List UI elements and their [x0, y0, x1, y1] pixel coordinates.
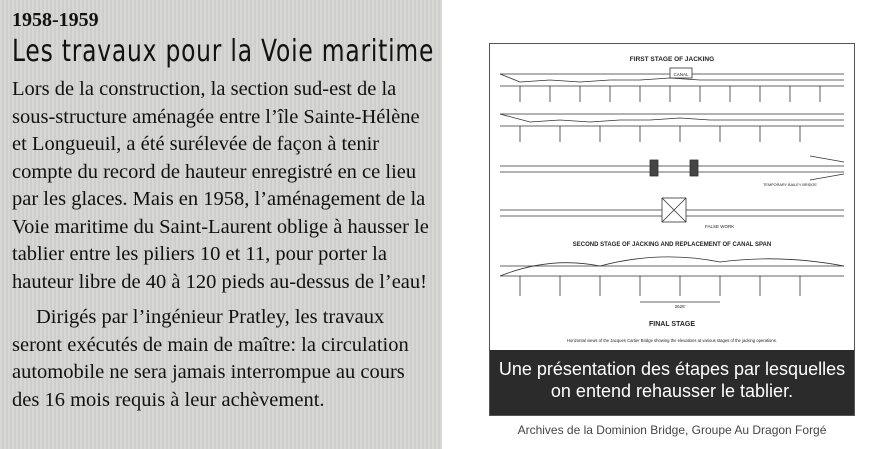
figure-caption: Une présentation des étapes par lesquelles on entend rehausser le tablier. [498, 359, 846, 401]
article-title: Les travaux pour la Voie maritime [12, 34, 435, 69]
elevation-row-3 [500, 156, 844, 180]
heading-second-stage: SECOND STAGE OF JACKING AND REPLACEMENT OF CANAL SPAN [572, 242, 772, 248]
photo-credit: Archives de la Dominion Bridge, Groupe Au Dragon Forgé [517, 423, 827, 437]
article-paragraph-2: Dirigés par l’ingénieur Pratley, les travaux seront exécutés de main de maître: la circulation automobile ne sera jamais interrompue au cours des 16 mois requis à leur achèvement. [12, 306, 409, 411]
elevation-row-4 [500, 198, 844, 222]
label-clearance: 2625' [674, 304, 686, 309]
label-temporary-bridge: TEMPORARY BAILEY BRIDGE [763, 183, 817, 187]
elevation-row-1 [500, 68, 844, 102]
figure-frame [489, 43, 855, 416]
label-canal: CANAL [673, 72, 689, 77]
figure-caption-line: Horizontal views of the Jacques Cartier Bridge showing the elevations at various stages of the jacking operations. [567, 338, 777, 343]
label-false-work: FALSE WORK [705, 224, 735, 229]
heading-first-stage: FIRST STAGE OF JACKING [629, 56, 715, 63]
elevation-row-2 [500, 114, 844, 142]
elevation-row-5 [500, 257, 844, 302]
article-paragraph-1: Lors de la construction, la section sud-est de la sous-structure aménagée entre l’île Sainte-Hélène et Longueuil, a été surélevée de façon à tenir compte du record de hauteur enregistré en ce lieu par les glaces. Mais en 1958, l’aménagement de la Voie maritime du Saint-Laurent oblige à hausser le tablier entre les piliers 10 et 11, pour porter la hauteur libre de 40 à 120 pieds au-dessus de l’eau! [12, 78, 429, 293]
caption-band [490, 350, 854, 415]
article-years: 1958-1959 [12, 9, 99, 31]
heading-final-stage: FINAL STAGE [648, 321, 696, 328]
figure-panel [480, 0, 880, 449]
bridge-jacking-diagram [490, 44, 854, 350]
